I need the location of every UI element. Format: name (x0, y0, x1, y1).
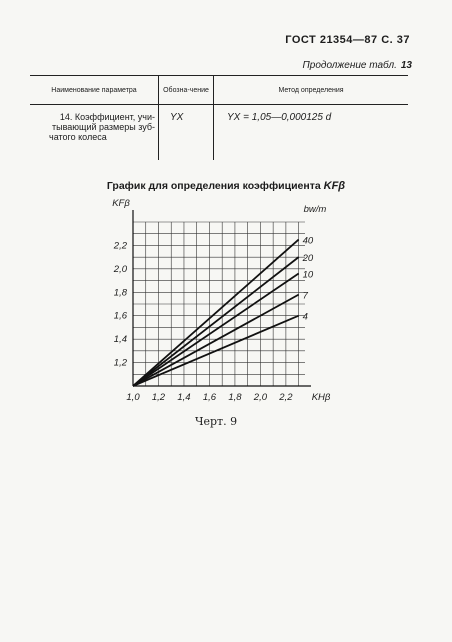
continuation-number: 13 (400, 60, 412, 71)
series-label: 40 (302, 235, 314, 247)
y-tick-label: 2,0 (113, 263, 127, 275)
parameter-name-line: 14. Коэффициент, учи- (59, 112, 155, 122)
column-header-method: Метод определения (214, 76, 409, 105)
figure-caption: Черт. 9 (195, 415, 238, 428)
chart-labels (112, 198, 331, 403)
series-label: 4 (302, 311, 308, 323)
parameter-name-line: тывающий размеры зуб- (52, 122, 155, 132)
column-header-name: Наименование параметра (30, 76, 159, 105)
chart-lines (133, 240, 299, 386)
series-line-40 (133, 240, 299, 386)
y-tick-label: 1,2 (113, 357, 127, 369)
y-tick-label: 1,8 (113, 287, 127, 299)
series-line-20 (133, 257, 299, 386)
series-label: 20 (302, 253, 314, 265)
series-line-10 (133, 274, 299, 386)
series-label: 10 (302, 269, 314, 281)
chart-grid (133, 222, 305, 386)
graph-title-symbol: KFβ (323, 180, 346, 192)
x-tick-label: 2,2 (279, 392, 293, 403)
series-line-7 (133, 295, 299, 386)
x-tick-label: 2,0 (253, 392, 268, 403)
y-axis-label: KFβ (112, 198, 130, 209)
y-tick-label: 1,4 (113, 334, 127, 346)
standard-header: ГОСТ 21354—87 С. 37 (285, 34, 410, 46)
continuation-label: Продолжение табл. (302, 60, 397, 71)
x-tick-label: 1,0 (126, 392, 140, 403)
parameter-symbol: YX (170, 112, 184, 123)
y-tick-label: 1,6 (113, 310, 127, 322)
parameter-label: bw/m (303, 204, 327, 215)
x-tick-label: 1,6 (202, 392, 217, 403)
y-tick-label: 2,2 (113, 240, 127, 252)
x-tick-label: 1,8 (228, 392, 242, 403)
x-tick-label: 1,2 (151, 392, 166, 403)
x-tick-label: 1,4 (177, 392, 191, 403)
series-label: 7 (302, 290, 308, 302)
parameter-name-line: чатого колеса (49, 132, 107, 142)
graph-title-text: График для определения коэффициента (106, 180, 321, 192)
column-header-symbol: Обозна-чение (159, 76, 214, 105)
x-axis-label: KHβ (311, 392, 331, 403)
method-formula: YX = 1,05—0,000125 d (227, 112, 332, 123)
